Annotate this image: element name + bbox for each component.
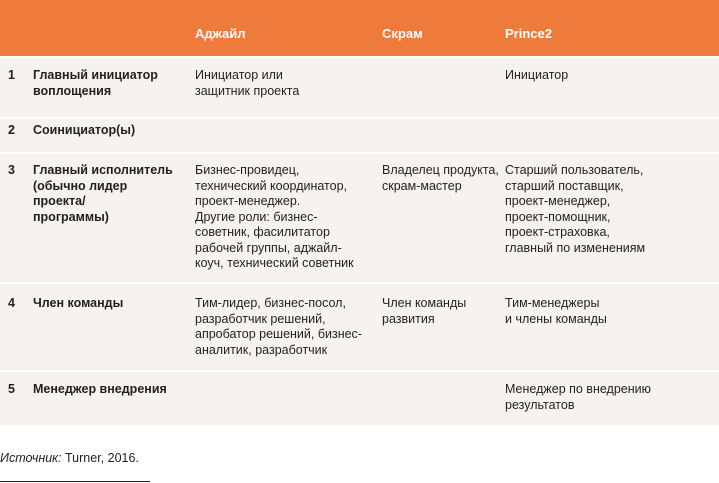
table-row bbox=[0, 284, 719, 370]
row-role: Главный инициатор воплощения bbox=[33, 68, 158, 98]
table-row bbox=[0, 58, 719, 117]
table-row bbox=[0, 119, 719, 152]
row-role: Член команды bbox=[33, 296, 124, 310]
source-label: Источник: bbox=[0, 451, 62, 465]
source-text: Turner, 2016. bbox=[61, 451, 139, 465]
row-number: 5 bbox=[8, 382, 15, 396]
row-prince2: Тим-менеджеры и члены команды bbox=[505, 296, 607, 326]
row-prince2: Менеджер по внедрению результатов bbox=[505, 382, 651, 412]
header-scrum: Скрам bbox=[382, 26, 423, 41]
row-prince2: Инициатор bbox=[505, 68, 569, 82]
source-note bbox=[0, 451, 139, 466]
header-prince2: Prince2 bbox=[505, 26, 552, 41]
row-role: Соинициатор(ы) bbox=[33, 123, 136, 137]
row-prince2: Старший пользователь, старший поставщик, проект-менеджер, проект-помощник, проект-страховка, главный по изменениям bbox=[505, 163, 646, 255]
row-role: Главный исполнитель (обычно лидер проекта/ программы) bbox=[33, 163, 173, 224]
row-number: 2 bbox=[8, 123, 15, 137]
row-number: 1 bbox=[8, 68, 15, 82]
row-agile: Бизнес-провидец, технический координатор, проект-менеджер. Другие роли: бизнес- советник, фасилитатор рабочей группы, аджайл- коуч, технический советник bbox=[195, 163, 354, 270]
row-number: 3 bbox=[8, 163, 15, 177]
row-role: Менеджер внедрения bbox=[33, 382, 167, 396]
row-agile: Тим-лидер, бизнес-посол, разработчик решений, апробатор решений, бизнес- аналитик, разработчик bbox=[195, 296, 362, 357]
footnote-rule bbox=[0, 481, 150, 482]
table-row bbox=[0, 154, 719, 282]
table-row bbox=[0, 372, 719, 425]
row-scrum: Член команды развития bbox=[382, 296, 467, 326]
header-agile: Аджайл bbox=[195, 26, 246, 41]
row-number: 4 bbox=[8, 296, 15, 310]
table-header bbox=[0, 0, 719, 56]
row-agile: Инициатор или защитник проекта bbox=[195, 68, 300, 98]
row-scrum: Владелец продукта, скрам-мастер bbox=[382, 163, 499, 193]
